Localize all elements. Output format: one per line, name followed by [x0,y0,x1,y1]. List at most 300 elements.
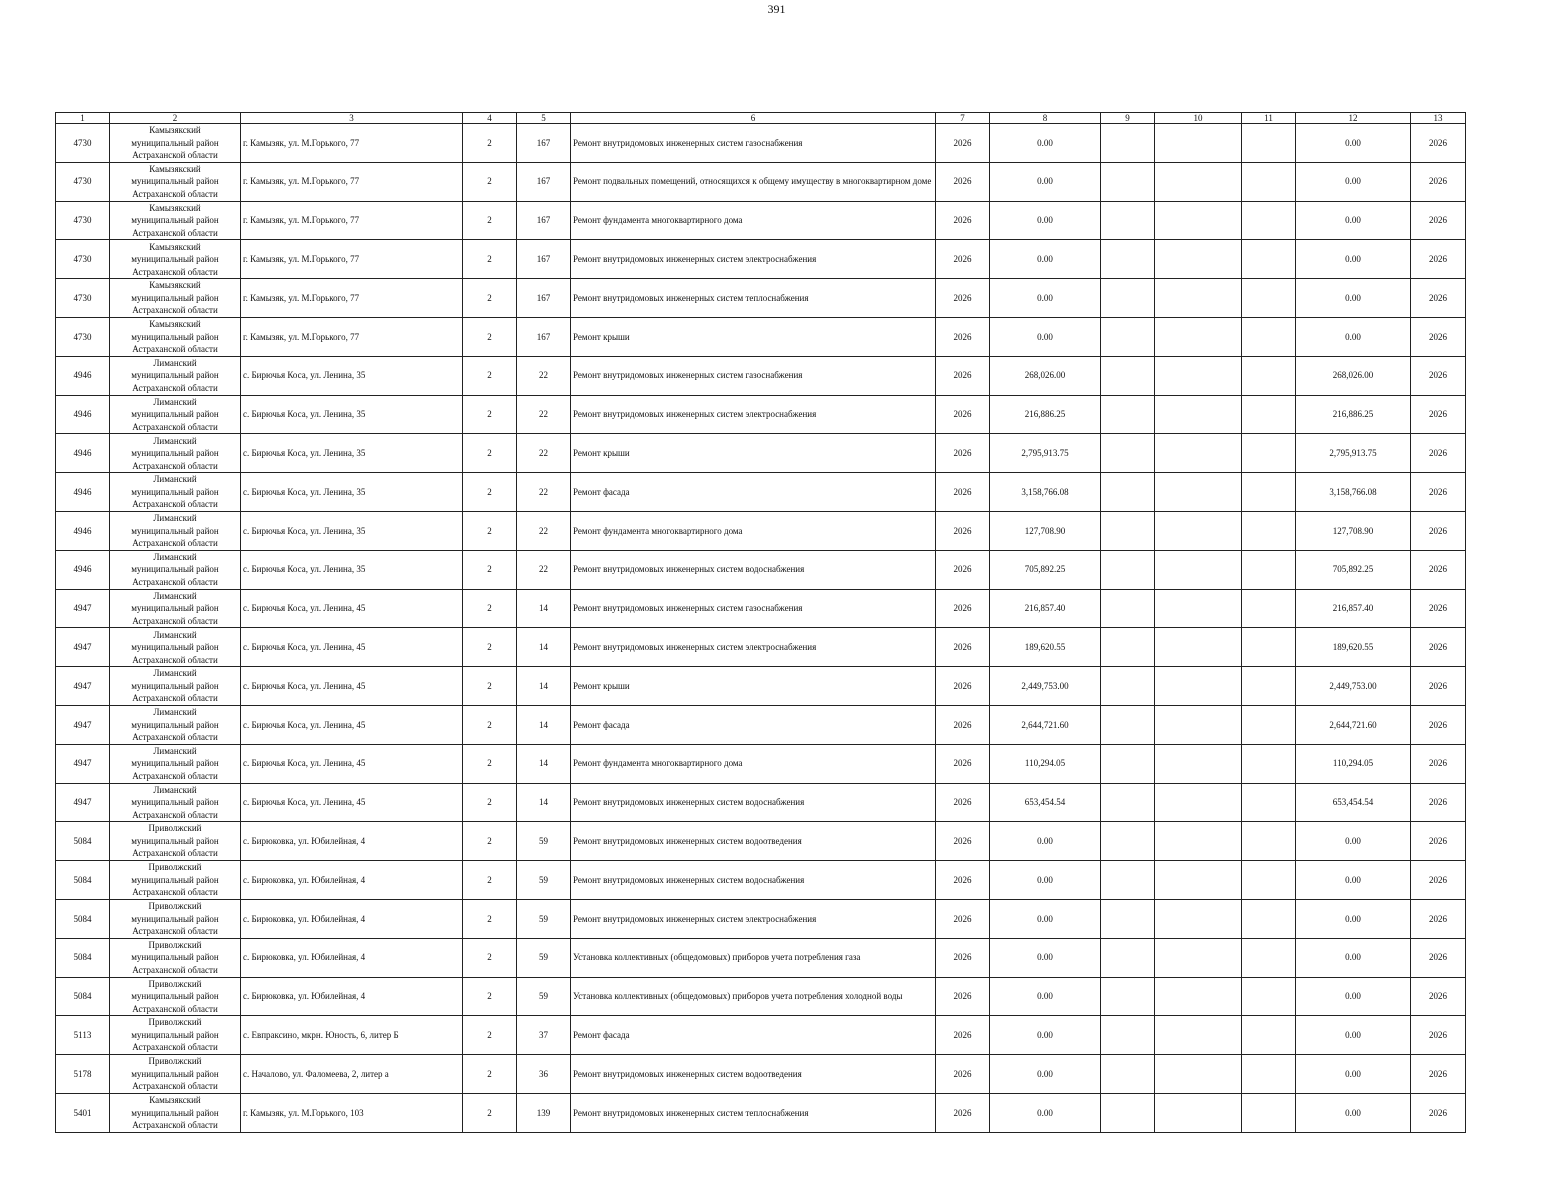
cell-municipality [110,395,241,434]
cell-col9 [1101,473,1155,512]
cell-col4: 2 [463,899,517,938]
cell-col5: 139 [517,1093,571,1132]
table-row [56,511,1466,550]
cell-cost: 110,294.05 [990,744,1101,783]
table-row [56,899,1466,938]
cell-cost: 705,892.25 [990,550,1101,589]
municipality-line: Лиманский [153,435,197,446]
cell-cost: 0.00 [990,899,1101,938]
cell-col5: 167 [517,240,571,279]
cell-year-end: 2026 [1411,628,1466,667]
cell-col5: 59 [517,899,571,938]
municipality-line: Лиманский [153,590,197,601]
cell-col10 [1155,589,1242,628]
cell-year-end: 2026 [1411,395,1466,434]
cell-col5: 167 [517,279,571,318]
cell-col11 [1242,356,1296,395]
cell-address: г. Камызяк, ул. М.Горького, 77 [241,124,463,163]
cell-cost: 0.00 [990,1093,1101,1132]
cell-col11 [1242,511,1296,550]
cell-col5: 37 [517,1016,571,1055]
cell-col5: 14 [517,667,571,706]
cell-cost: 2,449,753.00 [990,667,1101,706]
municipality-line: Камызякский [149,319,201,330]
cell-address: с. Бирючья Коса, ул. Ленина, 35 [241,356,463,395]
page-number: 391 [767,2,786,16]
cell-address: с. Бирюковка, ул. Юбилейная, 4 [241,938,463,977]
cell-cost-total: 2,449,753.00 [1296,667,1411,706]
cell-col11 [1242,783,1296,822]
cell-id: 5084 [56,977,110,1016]
cell-col5: 22 [517,511,571,550]
cell-col4: 2 [463,279,517,318]
cell-col4: 2 [463,1093,517,1132]
cell-work-type: Ремонт внутридомовых инженерных систем электроснабжения [571,395,936,434]
cell-cost: 0.00 [990,938,1101,977]
cell-year: 2026 [936,356,990,395]
cell-col9 [1101,589,1155,628]
cell-work-type: Ремонт крыши [571,667,936,706]
cell-cost-total: 110,294.05 [1296,744,1411,783]
municipality-line: муниципальный район [131,215,219,226]
cell-col11 [1242,822,1296,861]
cell-municipality [110,667,241,706]
cell-id: 4946 [56,395,110,434]
cell-cost: 0.00 [990,1055,1101,1094]
cell-col4: 2 [463,395,517,434]
municipality-line: Приволжский [148,939,202,950]
cell-work-type: Ремонт внутридомовых инженерных систем теплоснабжения [571,279,936,318]
cell-id: 4946 [56,511,110,550]
cell-address: с. Евпраксино, мкрн. Юность, 6, литер Б [241,1016,463,1055]
cell-year: 2026 [936,434,990,473]
cell-col5: 14 [517,783,571,822]
register-table [55,112,1466,1133]
cell-cost: 0.00 [990,861,1101,900]
municipality-line: Астраханской области [132,305,218,316]
municipality-line: Астраханской области [132,499,218,510]
cell-cost-total: 653,454.54 [1296,783,1411,822]
cell-col9 [1101,124,1155,163]
cell-year: 2026 [936,1055,990,1094]
cell-col4: 2 [463,1016,517,1055]
cell-col10 [1155,667,1242,706]
cell-col5: 14 [517,628,571,667]
cell-col11 [1242,240,1296,279]
cell-col5: 36 [517,1055,571,1094]
cell-year-end: 2026 [1411,162,1466,201]
municipality-line: муниципальный район [131,719,219,730]
table-row [56,744,1466,783]
municipality-line: муниципальный район [131,409,219,420]
cell-col10 [1155,938,1242,977]
municipality-line: Камызякский [149,163,201,174]
cell-col11 [1242,201,1296,240]
cell-address: г. Камызяк, ул. М.Горького, 77 [241,162,463,201]
cell-municipality [110,124,241,163]
municipality-line: Камызякский [149,280,201,291]
cell-cost-total: 268,026.00 [1296,356,1411,395]
cell-col11 [1242,938,1296,977]
cell-col10 [1155,1055,1242,1094]
cell-year-end: 2026 [1411,667,1466,706]
table-row [56,124,1466,163]
municipality-line: муниципальный район [131,331,219,342]
cell-work-type: Установка коллективных (общедомовых) приборов учета потребления газа [571,938,936,977]
cell-cost-total: 0.00 [1296,1016,1411,1055]
cell-address: г. Камызяк, ул. М.Горького, 103 [241,1093,463,1132]
cell-year: 2026 [936,473,990,512]
municipality-line: муниципальный район [131,797,219,808]
cell-year: 2026 [936,899,990,938]
column-header-8: 8 [990,113,1101,124]
cell-year-end: 2026 [1411,1093,1466,1132]
municipality-line: Приволжский [148,823,202,834]
cell-col5: 59 [517,861,571,900]
municipality-line: муниципальный район [131,1068,219,1079]
column-header-13: 13 [1411,113,1466,124]
cell-col10 [1155,744,1242,783]
cell-col9 [1101,279,1155,318]
cell-id: 4947 [56,705,110,744]
cell-col11 [1242,162,1296,201]
municipality-line: муниципальный район [131,913,219,924]
cell-year-end: 2026 [1411,977,1466,1016]
municipality-line: Лиманский [153,357,197,368]
cell-work-type: Ремонт внутридомовых инженерных систем газоснабжения [571,356,936,395]
header-row [56,113,1466,124]
cell-cost: 0.00 [990,977,1101,1016]
cell-col11 [1242,473,1296,512]
cell-col9 [1101,977,1155,1016]
cell-year-end: 2026 [1411,861,1466,900]
cell-col11 [1242,589,1296,628]
table-row [56,201,1466,240]
cell-col9 [1101,395,1155,434]
column-header-7: 7 [936,113,990,124]
cell-address: с. Бирючья Коса, ул. Ленина, 35 [241,550,463,589]
cell-address: с. Бирючья Коса, ул. Ленина, 45 [241,744,463,783]
cell-municipality [110,589,241,628]
table-row [56,783,1466,822]
cell-cost-total: 0.00 [1296,861,1411,900]
cell-year: 2026 [936,240,990,279]
cell-cost: 3,158,766.08 [990,473,1101,512]
cell-col4: 2 [463,744,517,783]
cell-col10 [1155,473,1242,512]
cell-year-end: 2026 [1411,240,1466,279]
table-row [56,240,1466,279]
cell-col4: 2 [463,240,517,279]
municipality-line: Приволжский [148,1056,202,1067]
table-row [56,473,1466,512]
cell-col10 [1155,395,1242,434]
cell-col4: 2 [463,783,517,822]
table-row [56,395,1466,434]
cell-municipality [110,162,241,201]
cell-col4: 2 [463,589,517,628]
column-header-10: 10 [1155,113,1242,124]
table-row [56,356,1466,395]
column-header-5: 5 [517,113,571,124]
municipality-line: Астраханской области [132,693,218,704]
cell-year-end: 2026 [1411,1055,1466,1094]
municipality-line: муниципальный район [131,642,219,652]
cell-year: 2026 [936,1016,990,1055]
cell-address: с. Бирючья Коса, ул. Ленина, 45 [241,705,463,744]
table-body [56,124,1466,1133]
cell-address: с. Бирючья Коса, ул. Ленина, 45 [241,628,463,667]
cell-municipality [110,1055,241,1094]
cell-col4: 2 [463,628,517,667]
cell-work-type: Ремонт фасада [571,1016,936,1055]
cell-id: 4730 [56,124,110,163]
cell-cost-total: 0.00 [1296,201,1411,240]
cell-work-type: Ремонт фундамента многоквартирного дома [571,201,936,240]
cell-id: 5084 [56,899,110,938]
cell-cost-total: 189,620.55 [1296,628,1411,667]
cell-col4: 2 [463,667,517,706]
cell-col11 [1242,1093,1296,1132]
municipality-line: Приволжский [148,1017,202,1028]
cell-year-end: 2026 [1411,938,1466,977]
cell-address: с. Бирючья Коса, ул. Ленина, 45 [241,783,463,822]
cell-col9 [1101,317,1155,356]
cell-col9 [1101,1055,1155,1094]
cell-year: 2026 [936,550,990,589]
cell-year: 2026 [936,201,990,240]
table-row [56,589,1466,628]
cell-cost-total: 0.00 [1296,899,1411,938]
cell-col11 [1242,317,1296,356]
cell-year: 2026 [936,395,990,434]
cell-col11 [1242,395,1296,434]
cell-col10 [1155,628,1242,667]
cell-municipality [110,977,241,1016]
cell-cost-total: 0.00 [1296,124,1411,163]
municipality-line: Астраханской области [132,848,218,859]
cell-year: 2026 [936,317,990,356]
cell-municipality [110,434,241,473]
cell-col9 [1101,938,1155,977]
cell-id: 4947 [56,628,110,667]
cell-year-end: 2026 [1411,783,1466,822]
table-row [56,1055,1466,1094]
municipality-line: Камызякский [149,125,201,136]
cell-col4: 2 [463,317,517,356]
municipality-line: Приволжский [148,901,202,912]
cell-cost-total: 3,158,766.08 [1296,473,1411,512]
cell-work-type: Ремонт внутридомовых инженерных систем водоснабжения [571,550,936,589]
municipality-line: муниципальный район [131,680,219,691]
cell-cost: 0.00 [990,822,1101,861]
cell-cost-total: 0.00 [1296,240,1411,279]
cell-id: 4946 [56,473,110,512]
cell-municipality [110,317,241,356]
cell-col9 [1101,628,1155,667]
cell-col5: 59 [517,977,571,1016]
cell-year-end: 2026 [1411,434,1466,473]
column-header-1: 1 [56,113,110,124]
cell-cost: 2,795,913.75 [990,434,1101,473]
cell-cost: 0.00 [990,240,1101,279]
cell-col9 [1101,705,1155,744]
cell-col10 [1155,279,1242,318]
cell-col5: 14 [517,589,571,628]
cell-municipality [110,550,241,589]
cell-col4: 2 [463,861,517,900]
cell-col4: 2 [463,938,517,977]
cell-year: 2026 [936,783,990,822]
cell-col10 [1155,783,1242,822]
municipality-line: Камызякский [149,202,201,213]
cell-col10 [1155,550,1242,589]
cell-work-type: Ремонт фасада [571,705,936,744]
cell-year-end: 2026 [1411,705,1466,744]
cell-year: 2026 [936,1093,990,1132]
municipality-line: Астраханской области [132,344,218,355]
municipality-line: Астраханской области [132,150,218,161]
municipality-line: Астраханской области [132,964,218,975]
cell-col9 [1101,667,1155,706]
cell-col9 [1101,899,1155,938]
cell-work-type: Ремонт внутридомовых инженерных систем водоотведения [571,822,936,861]
municipality-line: Астраханской области [132,1003,218,1014]
cell-year: 2026 [936,977,990,1016]
cell-year-end: 2026 [1411,124,1466,163]
cell-col11 [1242,977,1296,1016]
municipality-line: Камызякский [149,241,201,252]
cell-address: с. Бирюковка, ул. Юбилейная, 4 [241,822,463,861]
municipality-line: муниципальный район [131,525,219,536]
cell-id: 5084 [56,861,110,900]
cell-cost: 216,886.25 [990,395,1101,434]
table-row [56,1016,1466,1055]
cell-cost: 0.00 [990,124,1101,163]
cell-col9 [1101,550,1155,589]
cell-year: 2026 [936,744,990,783]
municipality-line: Лиманский [153,551,197,562]
cell-work-type: Ремонт внутридомовых инженерных систем газоснабжения [571,589,936,628]
municipality-line: муниципальный район [131,486,219,497]
cell-address: с. Бирючья Коса, ул. Ленина, 45 [241,589,463,628]
cell-col11 [1242,124,1296,163]
municipality-line: Астраханской области [132,266,218,277]
cell-col5: 14 [517,744,571,783]
cell-year-end: 2026 [1411,511,1466,550]
column-header-12: 12 [1296,113,1411,124]
municipality-line: Астраханской области [132,460,218,471]
cell-col11 [1242,744,1296,783]
cell-address: с. Бирючья Коса, ул. Ленина, 35 [241,434,463,473]
municipality-line: Астраханской области [132,1120,218,1131]
cell-municipality [110,783,241,822]
cell-address: с. Бирючья Коса, ул. Ленина, 35 [241,473,463,512]
table-row [56,977,1466,1016]
cell-id: 4947 [56,744,110,783]
cell-cost-total: 0.00 [1296,1055,1411,1094]
municipality-line: муниципальный район [131,952,219,963]
cell-municipality [110,511,241,550]
cell-year: 2026 [936,124,990,163]
municipality-line: Лиманский [153,396,197,407]
municipality-line: муниципальный район [131,370,219,381]
cell-col5: 167 [517,201,571,240]
municipality-line: муниципальный район [131,564,219,575]
municipality-line: Астраханской области [132,421,218,432]
cell-col5: 167 [517,162,571,201]
cell-address: с. Бирюковка, ул. Юбилейная, 4 [241,861,463,900]
cell-year: 2026 [936,279,990,318]
cell-col10 [1155,705,1242,744]
column-header-2: 2 [110,113,241,124]
cell-cost: 216,857.40 [990,589,1101,628]
cell-col10 [1155,124,1242,163]
cell-col10 [1155,899,1242,938]
cell-col4: 2 [463,162,517,201]
cell-id: 4730 [56,201,110,240]
cell-work-type: Ремонт крыши [571,317,936,356]
cell-id: 5178 [56,1055,110,1094]
municipality-line: муниципальный район [131,991,219,1002]
cell-col5: 22 [517,395,571,434]
cell-cost-total: 0.00 [1296,977,1411,1016]
cell-cost-total: 0.00 [1296,822,1411,861]
municipality-line: Астраханской области [132,1042,218,1053]
table-row [56,628,1466,667]
cell-municipality [110,279,241,318]
cell-cost: 0.00 [990,162,1101,201]
table-row [56,705,1466,744]
cell-work-type: Ремонт внутридомовых инженерных систем электроснабжения [571,240,936,279]
municipality-line: Астраханской области [132,382,218,393]
cell-municipality [110,744,241,783]
cell-municipality [110,705,241,744]
cell-year: 2026 [936,705,990,744]
cell-col9 [1101,511,1155,550]
municipality-line: муниципальный район [131,137,219,148]
cell-col10 [1155,511,1242,550]
cell-cost-total: 705,892.25 [1296,550,1411,589]
table-row [56,162,1466,201]
cell-work-type: Ремонт крыши [571,434,936,473]
table-row [56,938,1466,977]
column-header-9: 9 [1101,113,1155,124]
cell-col11 [1242,861,1296,900]
cell-col10 [1155,822,1242,861]
municipality-line: Лиманский [153,513,197,524]
cell-col11 [1242,550,1296,589]
cell-col11 [1242,899,1296,938]
cell-col9 [1101,356,1155,395]
cell-cost: 0.00 [990,201,1101,240]
cell-col11 [1242,628,1296,667]
cell-year: 2026 [936,822,990,861]
cell-col9 [1101,240,1155,279]
cell-col9 [1101,822,1155,861]
municipality-line: Лиманский [153,745,197,756]
cell-id: 4730 [56,279,110,318]
cell-col5: 22 [517,356,571,395]
cell-cost: 0.00 [990,279,1101,318]
cell-cost-total: 216,886.25 [1296,395,1411,434]
cell-id: 4730 [56,317,110,356]
municipality-line: Астраханской области [132,654,218,665]
municipality-line: Астраханской области [132,188,218,199]
cell-address: с. Бирюковка, ул. Юбилейная, 4 [241,977,463,1016]
cell-id: 4947 [56,667,110,706]
cell-id: 5084 [56,822,110,861]
